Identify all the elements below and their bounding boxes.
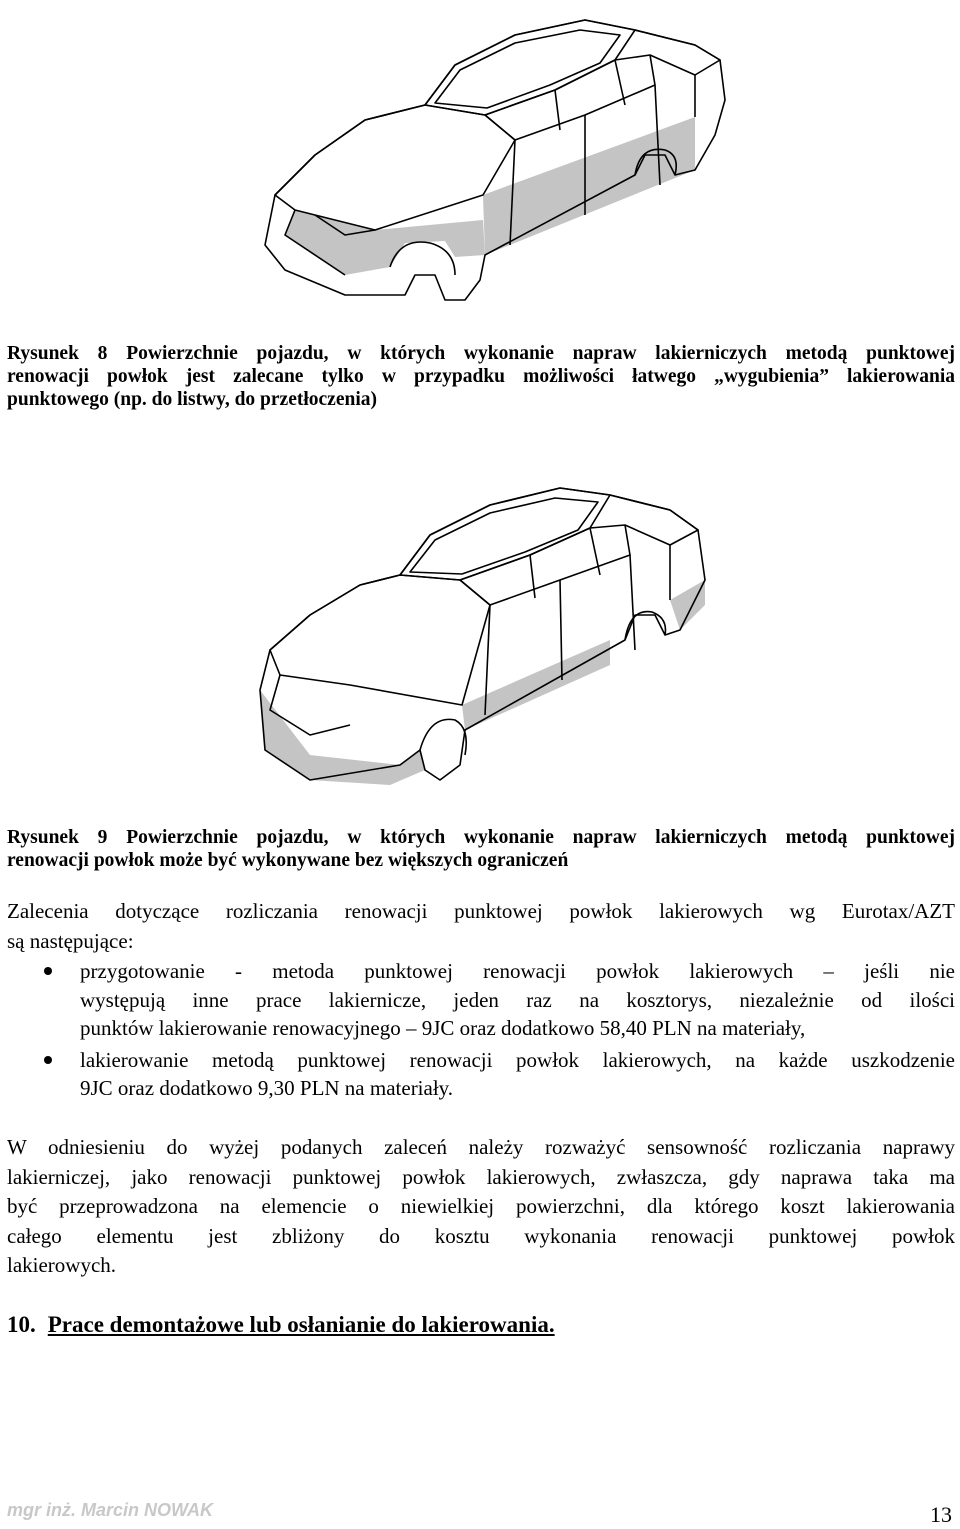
caption-line: Rysunek 9 Powierzchnie pojazdu, w których wykonanie napraw lakierniczych metodą punktowej [7, 827, 955, 848]
section-heading [7, 1312, 555, 1338]
shaded-side-band [483, 117, 695, 255]
recommendation-list [7, 957, 955, 1103]
shaded-rear [670, 580, 705, 630]
list-item-line: przygotowanie - metoda punktowej renowacji powłok lakierowych – jeśli nie [80, 959, 955, 983]
list-item [7, 1046, 955, 1103]
figure-2-caption [7, 826, 955, 872]
section-number: 10. [7, 1312, 36, 1337]
figure-car-limited-areas [255, 5, 735, 315]
paragraph-line: całego elementu jest zbliżony do kosztu wykonania renowacji punktowej powłok [7, 1223, 955, 1248]
list-item-line: lakierowanie metodą punktowej renowacji powłok lakierowych, na każde uszkodzenie [80, 1047, 955, 1072]
shaded-front-bumper [260, 690, 425, 785]
figure-1-caption [7, 342, 955, 411]
car-illustration-2 [250, 480, 710, 795]
paragraph-line: W odniesieniu do wyżej podanych zaleceń należy rozważyć sensowność rozliczania naprawy [7, 1135, 955, 1159]
list-item-line: występują inne prace lakiernicze, jeden raz na kosztorys, niezależnie od ilości [80, 987, 955, 1012]
paragraph-line: być przeprowadzona na elemencie o niewielkiej powierzchni, dla którego koszt lakierowania [7, 1194, 955, 1218]
caption-line: renowacji powłok może być wykonywane bez większych ograniczeń [7, 850, 569, 871]
intro-paragraph [7, 897, 955, 956]
caption-line: Rysunek 8 Powierzchnie pojazdu, w których wykonanie napraw lakierniczych metodą punktowej [7, 343, 955, 364]
bullet-icon [44, 1056, 52, 1064]
paragraph-line: lakierowych. [7, 1253, 117, 1277]
bullet-icon [44, 967, 52, 975]
caption-line: renowacji powłok jest zalecane tylko w przypadku możliwości łatwego „wygubienia” lakierowania [7, 366, 955, 387]
page-number: 13 [930, 1502, 952, 1527]
shaded-sill [462, 640, 610, 730]
figure-car-unrestricted-areas [250, 480, 710, 795]
list-item [7, 957, 955, 1043]
caption-line: punktowego (np. do listwy, do przetłoczenia) [7, 389, 377, 410]
paragraph-line: lakierniczej, jako renowacji punktowej powłok lakierowych, zwłaszcza, gdy naprawa taka ma [7, 1164, 955, 1189]
list-item-line: 9JC oraz dodatkowo 9,30 PLN na materiały. [80, 1076, 454, 1100]
shaded-front-band [285, 210, 485, 275]
section-title: Prace demontażowe lub osłanianie do lakierowania. [47, 1312, 555, 1337]
body-paragraph-text [7, 1133, 955, 1281]
car-illustration-1 [255, 5, 735, 315]
footer-author: mgr inż. Marcin NOWAK [7, 1500, 214, 1520]
list-item-line: punktów lakierowanie renowacyjnego – 9JC oraz dodatkowo 58,40 PLN na materiały, [80, 1016, 806, 1040]
paragraph-line: Zalecenia dotyczące rozliczania renowacji punktowej powłok lakierowych wg Eurotax/AZT [7, 899, 955, 923]
paragraph-line: są następujące: [7, 928, 134, 953]
